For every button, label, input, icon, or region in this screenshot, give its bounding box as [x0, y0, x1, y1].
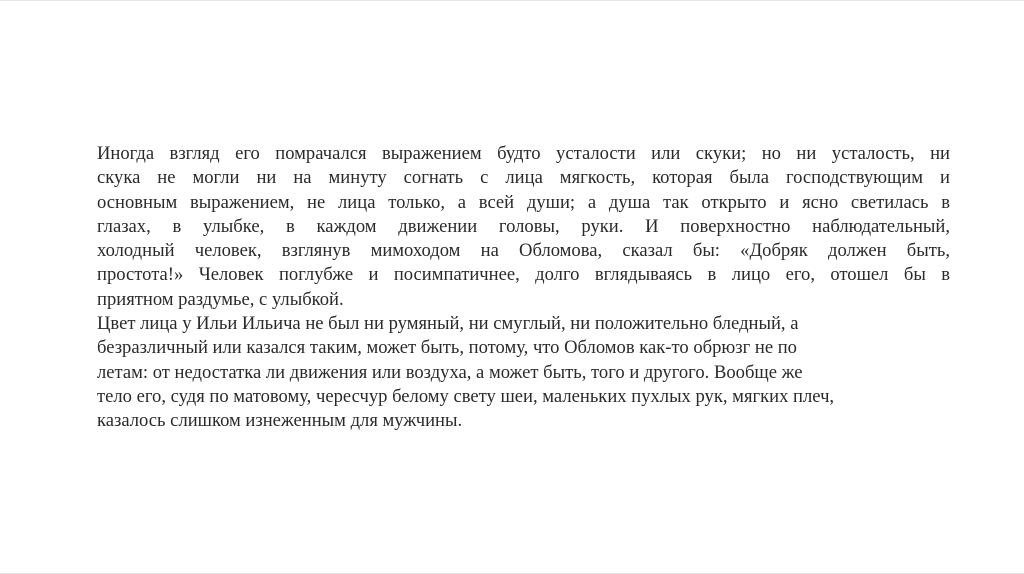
text-line: тело его, судя по матовому, чересчур белому свету шеи, маленьких пухлых рук, мягких плеч, [97, 385, 835, 407]
text-line: приятном раздумье, с улыбкой. [97, 288, 344, 310]
text-line: скука не могли ни на минуту согнать с лица мягкость, которая была господствующим и [97, 167, 950, 189]
paragraph-1 [97, 142, 950, 312]
text-line: безразличный или казался таким, может быть, потому, что Обломов как-то обрюзг не по [97, 337, 797, 359]
text-line: летам: от недостатка ли движения или воздуха, а может быть, того и другого. Вообще же [97, 361, 803, 383]
text-line: Цвет лица у Ильи Ильича не был ни румяный, ни смуглый, ни положительно бледный, а [97, 313, 799, 335]
text-line: холодный человек, взглянув мимоходом на Обломова, сказал бы: «Добряк должен быть, [97, 240, 950, 262]
paragraph-2 [97, 312, 950, 433]
text-line: Иногда взгляд его помрачался выражением будто усталости или скуки; но ни усталость, ни [97, 143, 950, 164]
text-block [97, 142, 950, 434]
text-line: основным выражением, не лица только, а всей души; а душа так открыто и ясно светилась в [97, 191, 950, 213]
text-line: казалось слишком изнеженным для мужчины. [97, 410, 463, 432]
text-line: глазах, в улыбке, в каждом движении головы, руки. И поверхностно наблюдательный, [97, 215, 950, 237]
text-line: простота!» Человек поглубже и посимпатичнее, долго вглядываясь в лицо его, отошел бы в [97, 264, 950, 286]
